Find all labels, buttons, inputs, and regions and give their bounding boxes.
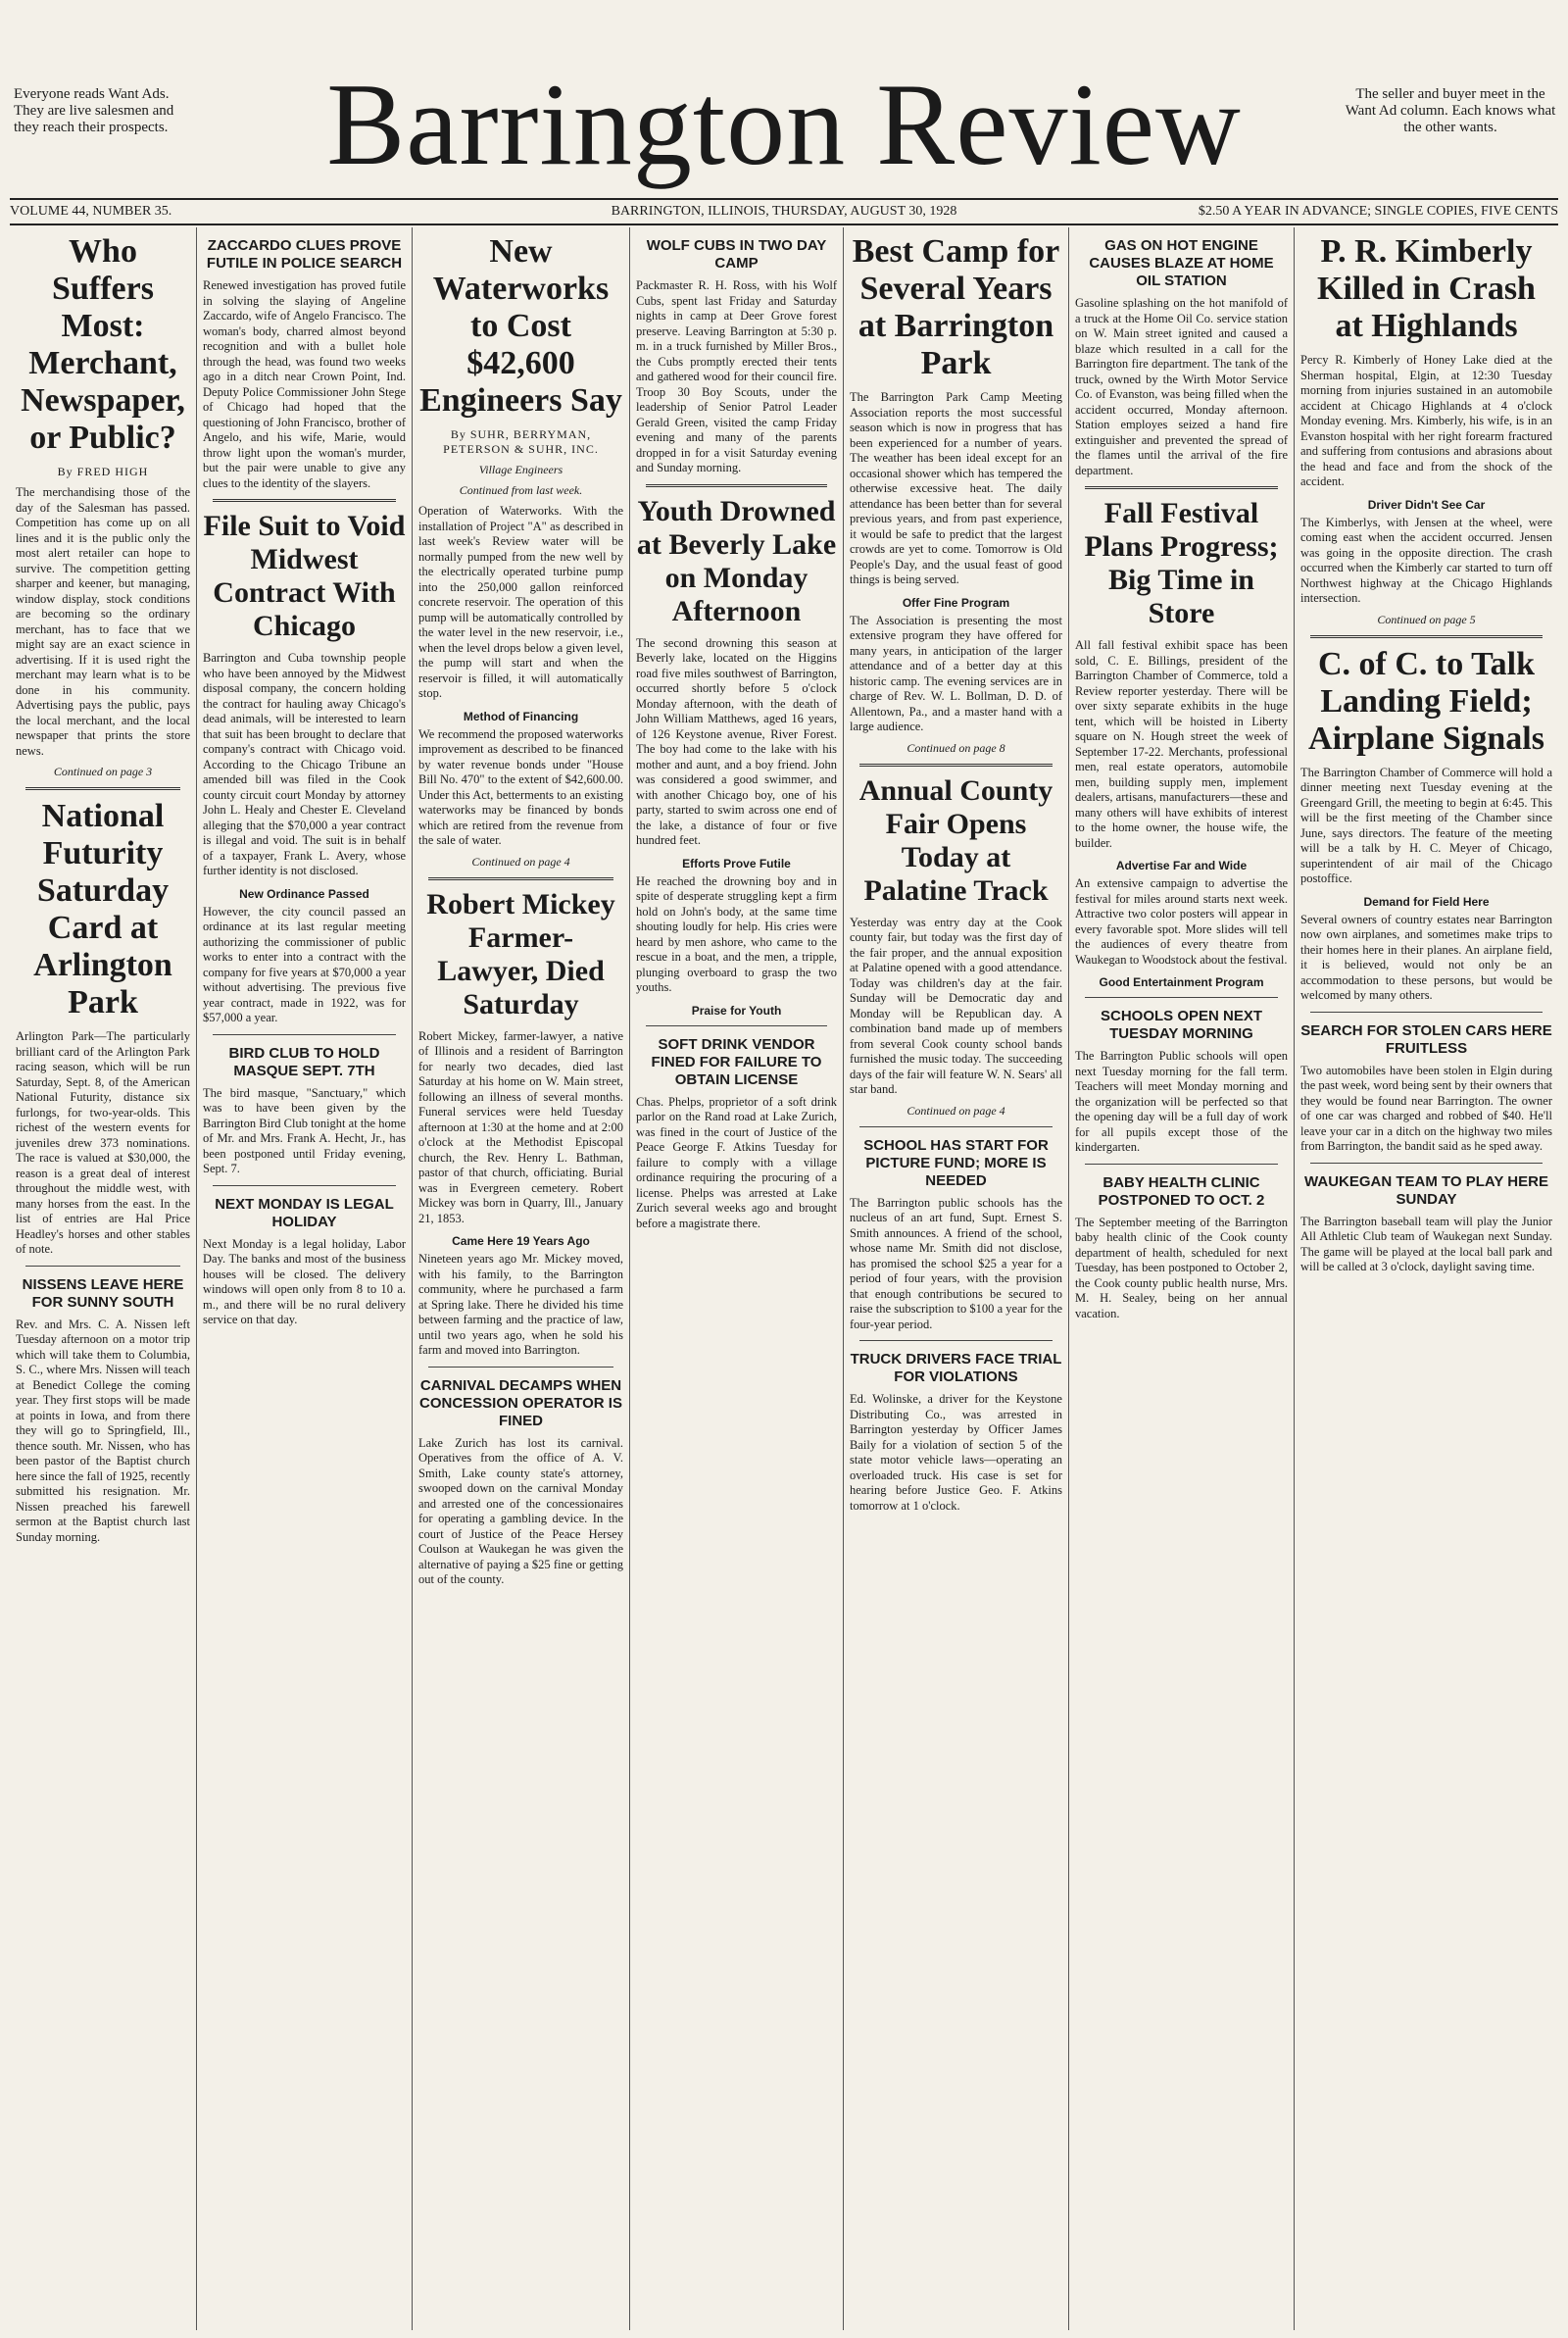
- article-body: The bird masque, "Sanctuary," which was to have been given by the Barrington Bird Club tonight at the home of Mr. and Mrs. Frank A. Hecht, Jr., has been postponed until Friday evening, Sept. 7.: [203, 1085, 406, 1175]
- article-divider: [1085, 486, 1278, 489]
- dateline-bar: [10, 202, 1558, 224]
- headline-fall-festival: Fall Festival Plans Progress; Big Time in Store: [1084, 497, 1279, 629]
- subhead: Driver Didn't See Car: [1367, 497, 1486, 512]
- byline-fred-high: By FRED HIGH: [57, 465, 149, 478]
- subhead: Offer Fine Program: [902, 595, 1010, 610]
- article-divider: [213, 1185, 396, 1186]
- article-divider: [646, 484, 827, 487]
- article-body: Yesterday was entry day at the Cook county fair, but today was the first day of the fair proper, and the annual exposition at Palatine opened with a good attendance. Today was children's day at the fair. Sunday will be Democratic day and Monday will be Republican day. A combination band made up of members from several Cook county school bands furnished the music today. The succeeding days of the fair will feature W. N. Sears' all star band.: [850, 915, 1062, 1096]
- article-body: The Barrington Park Camp Meeting Association reports the most successful season which is now in progress that has been experienced for a number of years. The weather has been ideal except for an occasional shower which has tempered the otherwise excessive heat. The daily attendance has been better than for several previous years, and from past experience, it would be safe to predict that the largest crowds are yet to come. Tomorrow is Old People's Day, and the usual feast of good things is being served.: [850, 390, 1062, 586]
- article-body: Percy R. Kimberly of Honey Lake died at the Sherman hospital, Elgin, at 12:30 Tuesday morning from injuries sustained in an automobile accident at Chicago Highlands at 4 o'clock Monday evening. Mrs. Kimberly, his wife, is in an Evanston hospital with her right forearm fractured and suffering from contusions and abrasions about the head and face and from the shock of the accident.: [1300, 353, 1552, 488]
- article-divider: [428, 1367, 613, 1368]
- right-ear-notice: The seller and buyer meet in the Want Ad column. Each knows what the other wants.: [1345, 86, 1556, 135]
- article-body: The Association is presenting the most extensive program they have offered for many years, in anticipation of the larger attendance and of a better day at this historic camp. The evening services are in charge of Rev. W. L. Bollman, D. D. of Allentown, Pa., and a master hand with a large audience.: [850, 613, 1062, 733]
- headline-best-camp: Best Camp for Several Years at Barrington Park: [852, 233, 1060, 381]
- article-body: Nineteen years ago Mr. Mickey moved, with his family, to the Barrington community, where he purchased a farm at Spring lake. There he divided his time between farming and the practice of law, until two years ago, when he sold his farm and moved into Barrington.: [418, 1252, 623, 1357]
- headline-gas-blaze: GAS ON HOT ENGINE CAUSES BLAZE AT HOME OIL STATION: [1089, 237, 1274, 289]
- article-body: The merchandising those of the day of the Salesman has passed. Competition has come up on all lines and it is the public only the most alert retailer can hope to survive. The competition getting sharper and keener, but managing, window display, stock conditions are becoming so the ordinary merchant, has to face that we might say are an exact science in advertising. If it is used right the merchant may learn what is to be done in his community. Advertising pays the public, pays the local merchant, and the local newspaper that prints the store news.: [16, 485, 190, 758]
- subhead: Method of Financing: [463, 709, 579, 723]
- column-6: [1068, 227, 1294, 2330]
- article-body: The Barrington Public schools will open next Tuesday morning for the fall term. Teachers will meet Monday morning and the organization will be perfected so that the opening day will be a full day of work for all pupils except those of the kindergarten.: [1075, 1049, 1288, 1154]
- left-ear-notice: Everyone reads Want Ads. They are live salesmen and they reach their prospects.: [14, 86, 174, 135]
- article-body: The Barrington public schools has the nucleus of an art fund, Supt. Ernest S. Smith announces. A friend of the school, whose name Mr. Smith did not disclose, has promised the school $25 a year for a period of four years, with the provision that enough contributions be secured to raise the subscription to $100 a year for the four-year period.: [850, 1195, 1062, 1331]
- subhead: Demand for Field Here: [1363, 894, 1490, 909]
- article-divider: [646, 1025, 827, 1026]
- subhead: Good Entertainment Program: [1099, 975, 1264, 989]
- continued-note: Continued on page 4: [906, 1103, 1005, 1118]
- column-1: [10, 227, 196, 2330]
- masthead-bottom-rule: [10, 224, 1558, 225]
- column-3: [412, 227, 629, 2330]
- article-divider: [1085, 997, 1278, 998]
- headline-zaccardo-clues: ZACCARDO CLUES PROVE FUTILE IN POLICE SEARCH: [206, 237, 403, 272]
- article-body: An extensive campaign to advertise the festival for miles around starts next week. Attractive two color posters will appear in every favorable spot. More slides will tell the audiences of every theatre from Waukegan to Woodstock about the festival.: [1075, 876, 1288, 967]
- masthead-title: Barrington Review: [326, 59, 1242, 189]
- headline-legal-holiday: NEXT MONDAY IS LEGAL HOLIDAY: [215, 1195, 394, 1230]
- subhead: Came Here 19 Years Ago: [452, 1234, 590, 1248]
- article-body: Lake Zurich has lost its carnival. Operatives from the office of A. V. Smith, Lake county state's attorney, swooped down on the carnival Monday and arrested one of the concessionaires for operating a gambling device. In the court of Justice of the Peace Hersey Coulson at Waukegan he was given the alternative of paying a $25 fine or getting out of the county.: [418, 1435, 623, 1586]
- article-body: Packmaster R. H. Ross, with his Wolf Cubs, spent last Friday and Saturday nights in camp at Deer Grove forest preserve. Leaving Barrington at 5:30 p. m. in a truck furnished by Miller Bros., the Cubs promptly erected their tents and gathered wood for their council fire. Troop 30 Boy Scouts, under the leadership of Senior Patrol Leader Gerald Green, visited the camp Friday evening and many of the parents dropped in for a visit Saturday evening and Sunday morning.: [636, 278, 837, 474]
- continued-note: Continued on page 8: [906, 740, 1005, 755]
- article-divider: [1085, 1164, 1278, 1165]
- headline-youth-drowned: Youth Drowned at Beverly Lake on Monday Afternoon: [636, 494, 837, 627]
- article-body: The September meeting of the Barrington baby health clinic of the Cook county department of health, scheduled for next Tuesday, has been postponed to October 2, the Cook county public health nurse, Mrs. M. H. Sealey, being on her annual vacation.: [1075, 1215, 1288, 1320]
- subhead: Advertise Far and Wide: [1115, 859, 1248, 872]
- column-4: [629, 227, 843, 2330]
- article-divider: [428, 877, 613, 880]
- headline-kimberly-killed: P. R. Kimberly Killed in Crash at Highlands: [1317, 233, 1536, 344]
- article-body: The Barrington Chamber of Commerce will hold a dinner meeting next Tuesday evening at the Greengard Grill, the meeting to begin at 6:45. This will be the first meeting of the Chamber since June, says directors. The feature of the meeting will be a talk by H. C. Meyer of Chicago, superintendent of air mail of the Chicago postoffice.: [1300, 765, 1552, 885]
- article-divider: [25, 1266, 180, 1267]
- article-body: Next Monday is a legal holiday, Labor Day. The banks and most of the business houses will be closed. The delivery windows will open only from 8 to 10 a. m., and there will be no rural delivery service on that day.: [203, 1236, 406, 1326]
- article-divider: [859, 1126, 1053, 1127]
- headline-who-suffers: Who Suffers Most: Merchant, Newspaper, or Public?: [21, 233, 185, 456]
- subhead: Praise for Youth: [691, 1003, 782, 1018]
- article-body: However, the city council passed an ordinance at its last regular meeting authorizing the commissioner of public works to enter into a contract with the company for five years at $70,000 a year without advertising. The previous five year contract, made in 1922, was for $57,000 a year.: [203, 904, 406, 1024]
- byline-engineers: By SUHR, BERRYMAN, PETERSON & SUHR, INC.: [443, 427, 599, 456]
- subhead: Efforts Prove Futile: [682, 856, 791, 871]
- headline-carnival-decamps: CARNIVAL DECAMPS WHEN CONCESSION OPERATOR IS FINED: [419, 1376, 622, 1429]
- article-body: The second drowning this season at Beverly lake, located on the Higgins road five miles southwest of Barrington, occurred shortly before 5 o'clock Monday afternoon, with the death of John William Matthews, aged 16 years, of 126 Keystone avenue, River Forest. The boy had come to the lake with his mother and aunt, and a boy friend. John was considered a good swimmer, and with another Chicago boy, one of his party, started to swim across one end of the lake, a distance of four or five hundred feet.: [636, 635, 837, 847]
- volume-number: VOLUME 44, NUMBER 35.: [10, 204, 172, 219]
- byline-subtitle: Village Engineers: [478, 463, 564, 476]
- continued-note: Continued on page 4: [471, 854, 570, 869]
- article-body: Robert Mickey, farmer-lawyer, a native of Illinois and a resident of Barrington for nearly two decades, died last Saturday at his home on W. Main street, following an illness of several months. Funeral services were held Tuesday afternoon at 1:30 at the home and at 2:00 o'clock at the Methodist Episcopal church, the Rev. Henry L. Bathman, pastor of that church, officiating. Burial was in Evergreen cemetery. Robert Mickey was born in Quarry, Ill., January 21, 1853.: [418, 1028, 623, 1225]
- article-divider: [1310, 1163, 1543, 1164]
- continued-from-note: Continued from last week.: [459, 483, 583, 497]
- headline-file-suit: File Suit to Void Midwest Contract With Chicago: [203, 510, 406, 642]
- headline-truck-drivers: TRUCK DRIVERS FACE TRIAL FOR VIOLATIONS: [850, 1351, 1062, 1385]
- continued-note: Continued on page 5: [1377, 612, 1476, 626]
- article-body: Renewed investigation has proved futile in solving the slaying of Angeline Zaccardo, wife of Angelo Francisco. The woman's body, charred almost beyond recognition and with a bullet hole through the head, was found two weeks ago in a ditch near Crown Point, Ind. Deputy Police Commissioner John Stege of Chicago had hoped that the questioning of John Francisco, brother of Angelo, and his wife, Marie, would throw light upon the woman's murder, but the pair were unable to give any clues to the identity of the slayers.: [203, 278, 406, 490]
- article-body: Gasoline splashing on the hot manifold of a truck at the Home Oil Co. service station on W. Main street ignited and caused a blaze which resulted in a call for the Barrington fire department. The tank of the truck, owned by the Wirth Motor Service Co. of Evanston, was being filled when the accident occurred, Monday afternoon. Station employes seized a hand fire extinguisher and prevented the spread of the flames until the arrival of the fire department.: [1075, 296, 1288, 477]
- dateline-text: BARRINGTON, ILLINOIS, THURSDAY, AUGUST 30, 1928: [611, 204, 957, 219]
- article-divider: [213, 1034, 396, 1035]
- subscription-price: $2.50 A YEAR IN ADVANCE; SINGLE COPIES, FIVE CENTS: [1198, 204, 1558, 219]
- masthead-top-rule: [10, 198, 1558, 200]
- article-body: Two automobiles have been stolen in Elgin during the past week, word being sent by their owners that they would be found near Barrington. The owner of one car was charged and robbed of $40. He'll leave your car in a ditch on the highway two miles from Barrington, the bandit said as he sped away.: [1300, 1063, 1552, 1153]
- headline-nissens-leave: NISSENS LEAVE HERE FOR SUNNY SOUTH: [22, 1275, 184, 1311]
- headline-soft-drink-vendor: SOFT DRINK VENDOR FINED FOR FAILURE TO OBTAIN LICENSE: [651, 1035, 822, 1088]
- headline-waukegan-team: WAUKEGAN TEAM TO PLAY HERE SUNDAY: [1304, 1172, 1548, 1208]
- article-body: The Barrington baseball team will play the Junior All Athletic Club team of Waukegan next Sunday. The game will be played at the local ball park and will be called at 3 o'clock, daylight saving time.: [1300, 1214, 1552, 1273]
- headline-national-futurity: National Futurity Saturday Card at Arlington Park: [33, 798, 172, 1020]
- article-body: Ed. Wolinske, a driver for the Keystone Distributing Co., was arrested in Barrington yesterday by Officer James Baily for a violation of section 5 of the state motor vehicle laws—operating an overloaded truck. His case is set for hearing before Justice Geo. F. Atkins tomorrow at 1 o'clock.: [850, 1392, 1062, 1513]
- column-2: [196, 227, 412, 2330]
- subhead: New Ordinance Passed: [239, 886, 369, 901]
- headline-new-waterworks: New Waterworks to Cost $42,600 Engineers Say: [419, 233, 622, 419]
- headline-county-fair: Annual County Fair Opens Today at Palatine Track: [858, 773, 1054, 907]
- article-body: We recommend the proposed waterworks improvement as described to be financed by water revenue bonds under "House Bill No. 470" to the extent of $42,600.00. Under this Act, betterments to an existing waterworks may be financed by bonds which are retired from the revenue from the sale of water.: [418, 726, 623, 847]
- article-divider: [213, 499, 396, 502]
- article-body: All fall festival exhibit space has been sold, C. E. Billings, president of the Barrington Chamber of Commerce, told a Review reporter yesterday. There will be over sixty separate exhibits in the huge tent, which will be hoisted in Liberty square on N. Hough street the week of September 17-22. Merchants, professional men, real estate operators, automobile men, building supply men, implement dealers, artisans, manufacturers—these and many others will have exhibits of interest to the home owner, the house wife, the builder.: [1075, 638, 1288, 850]
- headline-picture-fund: SCHOOL HAS START FOR PICTURE FUND; MORE IS NEEDED: [863, 1136, 1049, 1189]
- headline-wolf-cubs: WOLF CUBS IN TWO DAY CAMP: [646, 237, 827, 272]
- article-body: The Kimberlys, with Jensen at the wheel, were coming east when the accident occurred. Jensen was going in the opposite direction. The crash occurred when the Kimberly car started to turn off Northwest highway at the Chicago Highlands intersection.: [1300, 515, 1552, 605]
- article-divider: [859, 764, 1053, 767]
- article-body: Chas. Phelps, proprietor of a soft drink parlor on the Rand road at Lake Zurich, was fined in the court of Justice of the Peace George F. Atkins Tuesday for failure to comply with a village ordinance requiring the procuring of a license. Phelps was arrested at Lake Zurich several weeks ago and brought before a magistrate there.: [636, 1094, 837, 1230]
- headline-bird-club: BIRD CLUB TO HOLD MASQUE SEPT. 7TH: [228, 1044, 380, 1079]
- headline-baby-clinic: BABY HEALTH CLINIC POSTPONED TO OCT. 2: [1098, 1173, 1265, 1209]
- article-body: Barrington and Cuba township people who have been annoyed by the Midwest disposal company, the concern holding the contract for hauling away Chicago's dead animals, will be interested to learn that suit has been brought to declare that company's contract with Chicago void. According to the Chicago Tribune an amended bill was filed in the Cook county circuit court Monday by attorney John L. Healy and Chester E. Cleveland alleging that the $70,000 a year contract is illegal and void. The suit is in behalf of a taxpayer, Frank L. Avery, whose further identity is not disclosed.: [203, 651, 406, 877]
- article-body: Rev. and Mrs. C. A. Nissen left Tuesday afternoon on a motor trip which will take them to Columbia, S. C., where Mrs. Nissen will teach at Benedict College the coming year. They first stops will be made at points in Iowa, and from there they will go to Springfield, Ill., thence south. Mr. Nissen, who has been pastor of the Baptist church here since the fall of 1925, recently submitted his resignation. Mr. Nissen preached his farewell sermon at the Baptist church last Sunday morning.: [16, 1317, 190, 1544]
- column-7: [1294, 227, 1558, 2330]
- column-5: [843, 227, 1068, 2330]
- headline-stolen-cars: SEARCH FOR STOLEN CARS HERE FRUITLESS: [1300, 1021, 1552, 1057]
- article-divider: [25, 787, 180, 790]
- continued-note: Continued on page 3: [53, 765, 153, 778]
- article-body: Arlington Park—The particularly brilliant card of the Arlington Park racing season, which will be run Saturday, Sept. 8, of the American National Futurity, distance six furlongs, for two-year-olds. This richest of the western events for juveniles drew 373 nominations. The race is valued at $30,000, the reason is a great deal of interest throughout the middle west, with many horses from the east. In the list of entries are Hal Price Headley's horses and other stables of note.: [16, 1029, 190, 1256]
- article-divider: [1310, 635, 1543, 638]
- headline-schools-open: SCHOOLS OPEN NEXT TUESDAY MORNING: [1100, 1008, 1263, 1042]
- article-body: He reached the drowning boy and in spite of desperate struggling kept a firm hold on John's body, at the same time shouting loudly for help. His cries were heard by men ashore, who came to the rescue in a boat, and the men, a tripple, plunging overboard to grasp the two youths.: [636, 873, 837, 994]
- headline-landing-field: C. of C. to Talk Landing Field; Airplane Signals: [1308, 645, 1544, 757]
- article-divider: [1310, 1012, 1543, 1013]
- headline-robert-mickey: Robert Mickey Farmer-Lawyer, Died Saturday: [426, 887, 615, 1020]
- article-body: Operation of Waterworks. With the installation of Project "A" as described in last week's Review water will be normally pumped from the new well by the electrically operated turbine pump into the 250,000 gallon reinforced concrete reservoir. The operation of this pump will be automatically controlled by the water level in the new reservoir, i.e., when the level drops below a given level, the pump will start and when the reservoir is filled, it will automatically stop.: [418, 504, 623, 700]
- article-divider: [859, 1340, 1053, 1341]
- article-body: Several owners of country estates near Barrington now own airplanes, and sometimes make trips to their homes here in their planes. An airplane field, it is believed, would not only be an accommodation to these persons, but would be welcomed by many others.: [1300, 912, 1552, 1002]
